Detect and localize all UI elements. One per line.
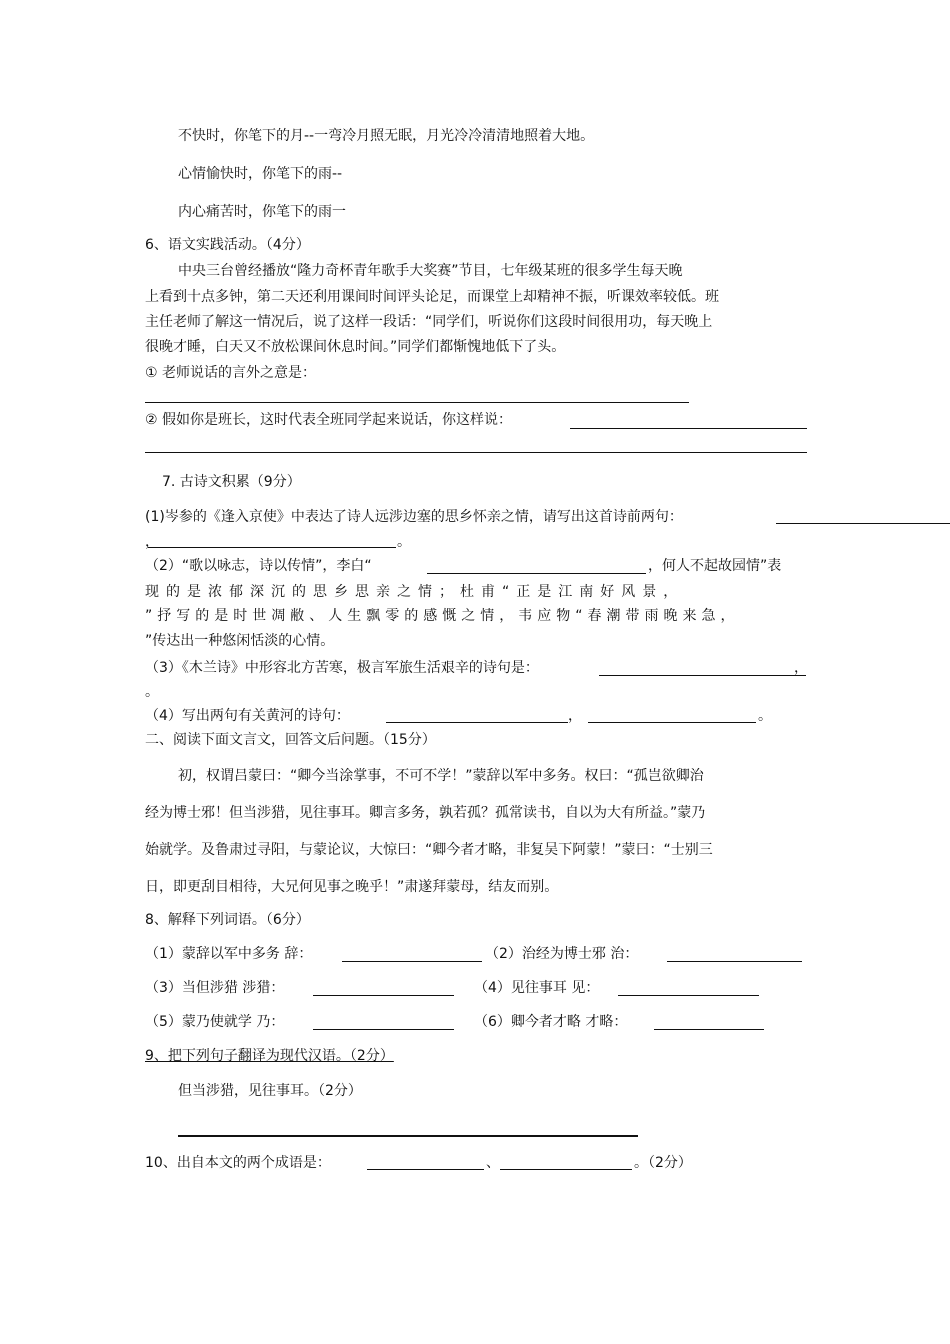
q7-s3-comma: ， — [794, 660, 808, 676]
q8-item-6: （6）卿今者才略 才略： — [474, 1014, 628, 1030]
q8-item-2: （2）治经为博士邪 治： — [485, 946, 639, 962]
q7-s2-blank-1[interactable] — [427, 573, 646, 574]
q8-item-3: （3）当但涉猎 涉猎： — [145, 980, 285, 996]
q7-s2-line1-post: ，何人不起故园情”表 — [648, 558, 782, 574]
classical-passage-line3: 始就学。及鲁肃过寻阳，与蒙论议，大惊曰：“卿今者才略，非复吴下阿蒙！”蒙曰：“士别三 — [145, 842, 713, 858]
q10-points: 。（2分） — [634, 1155, 692, 1171]
q8-blank-1[interactable] — [342, 961, 482, 962]
q7-s2-line3: ”抒写的是时世凋敝、人生飘零的感慨之情，韦应物“春潮带雨晚来急， — [145, 608, 740, 624]
q8-blank-6[interactable] — [654, 1029, 764, 1030]
q10-blank-1[interactable] — [367, 1169, 484, 1170]
classical-passage-line2: 经为博士邪！但当涉猎，见往事耳。卿言多务，孰若孤？孤常读书，自以为大有所益。”蒙乃 — [145, 805, 706, 821]
q7-s3-period: 。 — [145, 684, 159, 700]
q7-s4-prompt: （4）写出两句有关黄河的诗句： — [145, 708, 350, 724]
q8-blank-3[interactable] — [313, 995, 454, 996]
q6-paragraph-line4: 很晚才睡，白天又不放松课间休息时间。”同学们都惭愧地低下了头。 — [145, 339, 566, 355]
intro-line-moon: 不快时，你笔下的月--一弯冷月照无眠，月光冷冷清清地照着大地。 — [178, 128, 595, 144]
q8-blank-5[interactable] — [313, 1029, 454, 1030]
q7-s1-blank-1[interactable] — [776, 523, 950, 524]
q7-s3-prompt: （3）《木兰诗》中形容北方苦寒，极言军旅生活艰辛的诗句是： — [145, 660, 539, 676]
q6-paragraph-line3: 主任老师了解这一情况后，说了这样一段话：“同学们，听说你们这段时间很用功，每天晚上 — [145, 314, 713, 330]
classical-passage-line4: 日，即更刮目相待，大兄何见事之晚乎！”肃遂拜蒙母，结友而别。 — [145, 879, 559, 895]
q9-answer-line[interactable] — [178, 1135, 638, 1137]
intro-line-happy-rain: 心情愉快时，你笔下的雨-- — [178, 166, 343, 182]
part2-title: 二、阅读下面文言文，回答文后问题。（15分） — [145, 732, 436, 748]
q8-item-1: （1）蒙辞以军中多务 辞： — [145, 946, 313, 962]
q6-title: 6、语文实践活动。（4分） — [145, 237, 310, 253]
q6-answer-line-2[interactable] — [570, 428, 807, 429]
classical-passage-line1: 初，权谓吕蒙曰：“卿今当涂掌事，不可不学！”蒙辞以军中多务。权曰：“孤岂欲卿治 — [178, 768, 704, 784]
q7-s2-line4: ”传达出一种悠闲恬淡的心情。 — [145, 633, 335, 649]
q10-separator: 、 — [486, 1155, 500, 1171]
q9-title: 9、把下列句子翻译为现代汉语。（2分） — [145, 1048, 394, 1064]
q7-s4-blank-2[interactable] — [588, 722, 756, 723]
q8-blank-4[interactable] — [618, 995, 759, 996]
q6-paragraph-line1: 中央三台曾经播放“隆力奇杯青年歌手大奖赛”节目，七年级某班的很多学生每天晚 — [178, 263, 683, 279]
q6-paragraph-line2: 上看到十点多钟，第二天还利用课间时间评头论足，而课堂上却精神不振，听课效率较低。班 — [145, 289, 719, 305]
q7-s3-blank-1[interactable] — [599, 675, 806, 676]
q7-s1-comma: ， — [145, 534, 159, 550]
q7-title: 7. 古诗文积累（9分） — [162, 474, 301, 490]
q8-item-5: （5）蒙乃使就学 乃： — [145, 1014, 285, 1030]
q8-title: 8、解释下列词语。（6分） — [145, 912, 310, 928]
q8-item-4: （4）见往事耳 见： — [474, 980, 600, 996]
q7-s1-prompt: (1)岑参的《逢入京使》中表达了诗人远涉边塞的思乡怀亲之情，请写出这首诗前两句： — [145, 509, 683, 525]
q7-s2-line1-pre: （2）“歌以咏志，诗以传情”，李白“ — [145, 558, 372, 574]
q6-subquestion-1: ① 老师说话的言外之意是： — [145, 365, 317, 381]
q8-blank-2[interactable] — [667, 961, 802, 962]
q10-blank-2[interactable] — [500, 1169, 632, 1170]
q9-sentence: 但当涉猎，见往事耳。（2分） — [178, 1083, 362, 1099]
intro-line-sad-rain: 内心痛苦时，你笔下的雨一 — [178, 204, 346, 220]
q6-subquestion-2: ② 假如你是班长，这时代表全班同学起来说话，你这样说： — [145, 412, 512, 428]
q7-s1-period: 。 — [397, 534, 411, 550]
q7-s2-line2: 现的是浓郁深沉的思乡思亲之情；杜甫“正是江南好风景， — [145, 584, 685, 600]
q6-answer-line-1[interactable] — [145, 402, 689, 403]
q10-prompt: 10、出自本文的两个成语是： — [145, 1155, 331, 1171]
q6-answer-line-3[interactable] — [145, 452, 807, 453]
q7-s4-period: 。 — [758, 708, 772, 724]
q7-s1-blank-2[interactable] — [148, 547, 396, 548]
q7-s4-blank-1[interactable] — [386, 722, 568, 723]
q7-s4-comma: ， — [568, 708, 582, 724]
